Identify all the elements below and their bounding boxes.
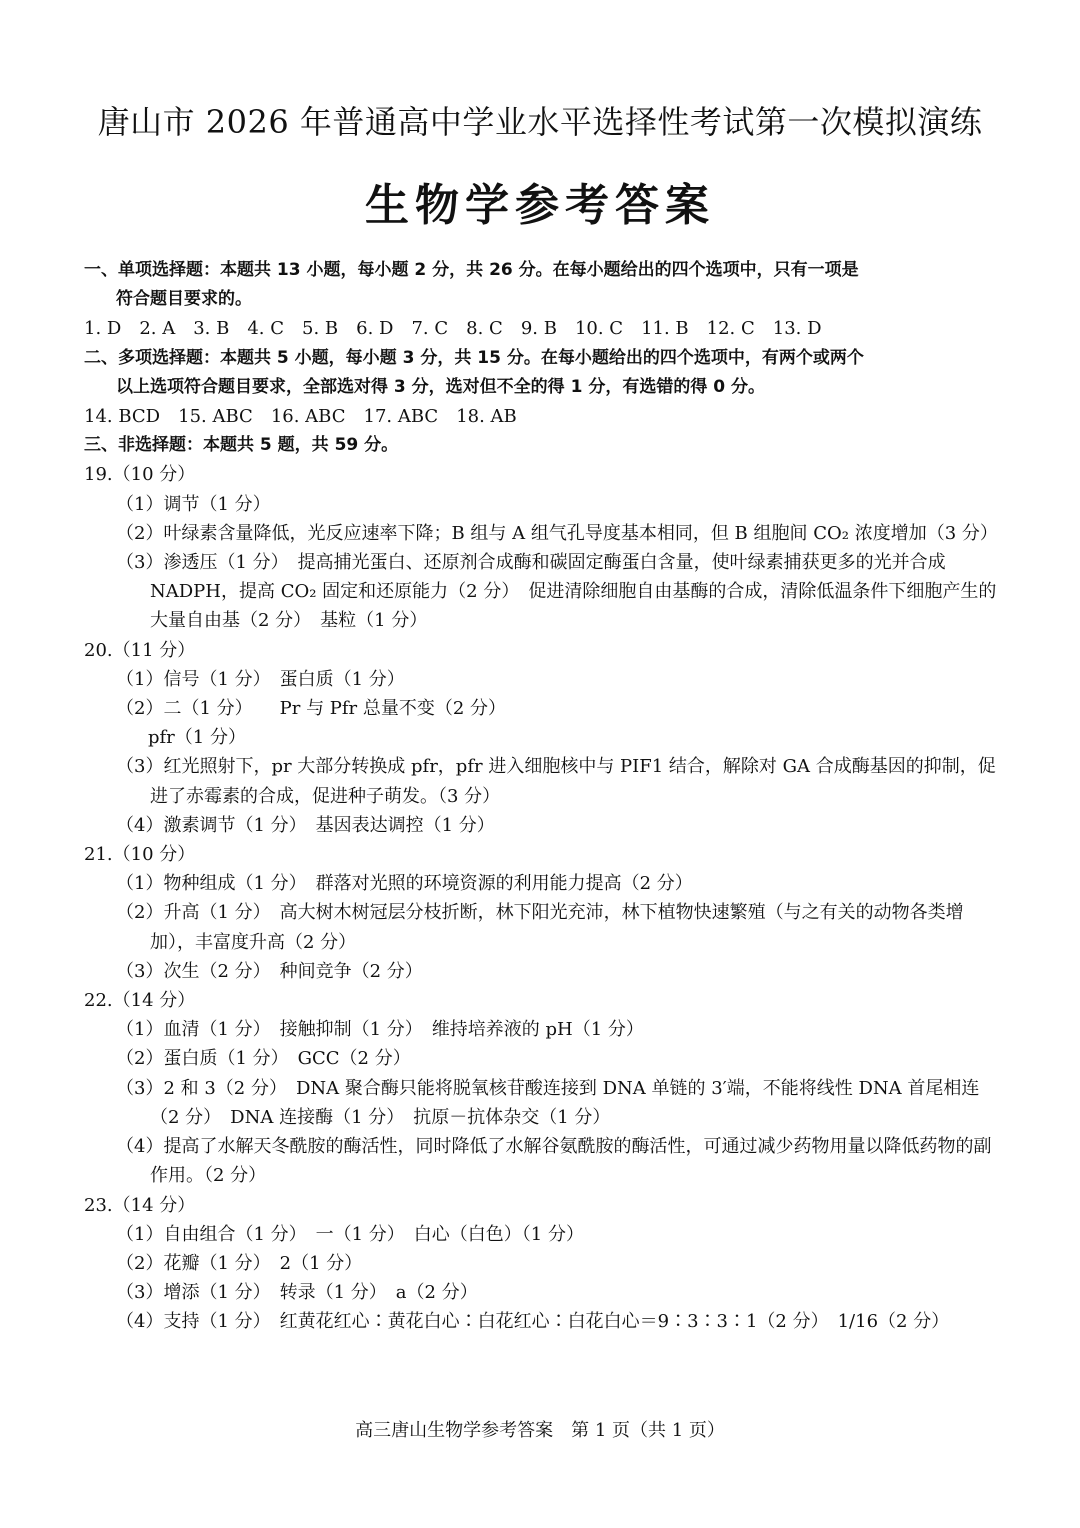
q20-part2b: pfr（1 分） (148, 727, 246, 749)
q23-part4: （4）支持（1 分） 红黄花红心∶黄花白心∶白花红心∶白花白心＝9∶3∶3∶1（2 分） 1/16（2 分） (116, 1311, 950, 1333)
section1-answers (84, 314, 1004, 343)
section1-heading-cont: 符合题目要求的。 (116, 289, 252, 310)
answer-item: 4. C (247, 318, 285, 340)
question-22-title: 22.（14 分） (84, 990, 196, 1012)
q19-part1: （1）调节（1 分） (116, 493, 271, 515)
section2-heading-cont: 以上选项符合题目要求，全部选对得 3 分，选对但不全的得 1 分，有选错的得 0 分。 (116, 376, 765, 397)
question-21-title: 21.（10 分） (84, 844, 196, 866)
q23-part2: （2）花瓣（1 分） 2（1 分） (116, 1252, 363, 1274)
answer-item: 6. D (356, 318, 394, 340)
page-footer: 高三唐山生物学参考答案 第 1 页（共 1 页） (355, 1420, 725, 1441)
q20-part3: （3）红光照射下，pr 大部分转换成 pfr，pfr 进入细胞核中与 PIF1 结合，解除对 GA 合成酶基因的抑制，促进了赤霉素的合成，促进种子萌发。（3 分） (116, 756, 996, 807)
answer-item: 2. A (139, 318, 176, 340)
section1-heading: 一、单项选择题：本题共 13 小题，每小题 2 分，共 26 分。在每小题给出的四个选项中，只有一项是 (84, 260, 859, 280)
answer-item: 1. D (84, 318, 122, 340)
answer-item: 7. C (411, 318, 449, 340)
q23-part3: （3）增添（1 分） 转录（1 分） a（2 分） (116, 1282, 478, 1304)
q21-part1: （1）物种组成（1 分） 群落对光照的环境资源的利用能力提高（2 分） (116, 873, 693, 895)
answer-item: 18. AB (456, 406, 517, 428)
answer-item: 3. B (193, 318, 230, 340)
q20-part2: （2）二（1 分） Pr 与 Pfr 总量不变（2 分） (116, 698, 507, 720)
answer-item: 15. ABC (178, 406, 253, 428)
question-20-title: 20.（11 分） (84, 639, 196, 661)
question-19-title: 19.（10 分） (84, 464, 196, 486)
q22-part2: （2）蛋白质（1 分） GCC（2 分） (116, 1048, 411, 1070)
q21-part3: （3）次生（2 分） 种间竞争（2 分） (116, 960, 423, 982)
answer-item: 10. C (574, 318, 624, 340)
answer-item: 17. ABC (363, 406, 439, 428)
section2-heading: 二、多项选择题：本题共 5 小题，每小题 3 分，共 15 分。在每小题给出的四个选项中，有两个或两个 (84, 347, 864, 368)
q21-part2: （2）升高（1 分） 高大树木树冠层分枝折断，林下阳光充沛，林下植物快速繁殖（与之有关的动物各类增加），丰富度升高（2 分） (116, 902, 964, 953)
document-title: 唐山市 2026 年普通高中学业水平选择性考试第一次模拟演练 (97, 103, 983, 141)
answer-item: 5. B (302, 318, 339, 340)
section3-heading: 三、非选择题：本题共 5 题，共 59 分。 (84, 435, 399, 456)
q22-part1: （1）血清（1 分） 接触抑制（1 分） 维持培养液的 pH（1 分） (116, 1019, 644, 1041)
q23-part1: （1）自由组合（1 分） 一（1 分） 白心（白色）（1 分） (116, 1223, 584, 1245)
q19-part3: （3）渗透压（1 分） 提高捕光蛋白、还原剂合成酶和碳固定酶蛋白含量，使叶绿素捕获更多的光并合成 NADPH，提高 CO₂ 固定和还原能力（2 分） 促进清除细胞自由基酶的合成，清除低温条件下细胞产生的大量自由基（2 分） 基粒（1 分） (116, 552, 997, 632)
answer-item: 16. ABC (270, 406, 346, 428)
q20-part4: （4）激素调节（1 分） 基因表达调控（1 分） (116, 814, 495, 836)
question-23-title: 23.（14 分） (84, 1194, 196, 1216)
answer-item: 9. B (520, 318, 557, 340)
section2-answers (84, 402, 1004, 431)
q20-part1: （1）信号（1 分） 蛋白质（1 分） (116, 668, 405, 690)
answer-item: 14. BCD (84, 406, 161, 428)
document-subtitle: 生物学参考答案 (365, 180, 715, 231)
answer-item: 8. C (466, 318, 503, 340)
q22-part4: （4）提高了水解天冬酰胺的酶活性，同时降低了水解谷氨酰胺的酶活性，可通过减少药物用量以降低药物的副作用。（2 分） (116, 1136, 992, 1187)
answer-item: 11. B (641, 318, 689, 340)
answer-item: 13. D (772, 318, 822, 340)
answer-item: 12. C (706, 318, 755, 340)
answer-content (84, 256, 1004, 1337)
q22-part3: （3）2 和 3（2 分） DNA 聚合酶只能将脱氧核苷酸连接到 DNA 单链的 3′端，不能将线性 DNA 首尾相连（2 分） DNA 连接酶（1 分） 抗原－抗体杂交（1 分） (116, 1077, 980, 1128)
q19-part2: （2）叶绿素含量降低，光反应速率下降；B 组与 A 组气孔导度基本相同，但 B 组胞间 CO₂ 浓度增加（3 分） (116, 522, 998, 544)
